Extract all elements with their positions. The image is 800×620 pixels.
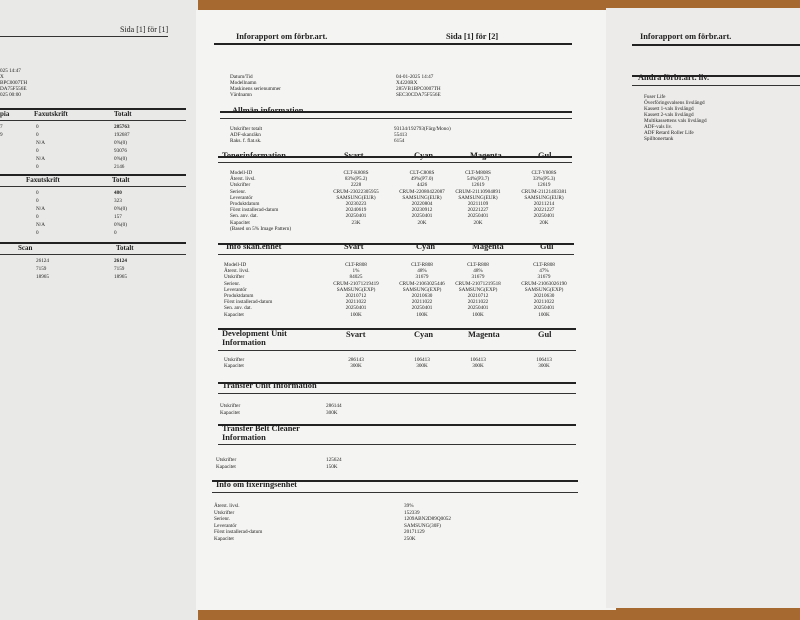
toner-cell: 20250401: [533, 213, 555, 220]
toner-cell: 20230223: [345, 201, 367, 207]
right-section-title: Andra förbr.art. liv.: [638, 73, 710, 82]
scan-cell: CRUM-21063026190: [521, 280, 567, 287]
report-page-number: Sida [1] för [2]: [446, 32, 499, 41]
fuser-value: 250K: [404, 535, 416, 542]
general-value: 6154: [394, 138, 405, 144]
left-table2-col-c: Totalt: [112, 176, 130, 184]
toner-cell: 83%(P5.2): [344, 176, 368, 183]
left-table-cell: 26124: [36, 258, 49, 264]
left-table1-col-b: Faxutskrift: [34, 110, 68, 118]
meta-label: Maskinens serienummer: [230, 86, 281, 92]
left-table2-col-b: Faxutskrift: [26, 176, 60, 184]
development-cell: 300K: [350, 363, 362, 370]
scan-cell: 48%: [473, 268, 483, 275]
belt-label: Kapacitet: [216, 463, 236, 470]
toner-cell: 12619: [537, 182, 551, 189]
toner-cell: CRUM-22080422087: [399, 188, 445, 195]
scan-cell: CRUM-21063025446: [399, 280, 445, 287]
scan-row-label: Återst. livsl.: [224, 268, 250, 275]
fuser-rule2: [212, 492, 578, 493]
fuser-value: 39%: [404, 503, 414, 509]
scan-row-label: Modell-ID: [224, 262, 247, 268]
toner-row-label: Kapacitet: [230, 219, 250, 226]
toner-cell: 20250401: [467, 213, 489, 220]
left-table-cell: N/A: [36, 156, 45, 162]
report-title: Inforapport om förbr.art.: [236, 32, 328, 41]
toner-cell: 20K: [473, 219, 483, 226]
left-table-cell: 0: [36, 164, 39, 170]
left-table-cell: 285763: [114, 124, 130, 130]
toner-row-label: Produktdatum: [230, 201, 260, 207]
scan-cell: 48%: [417, 268, 427, 275]
scan-row-label: Serienr.: [224, 280, 240, 287]
meta-label: Modellnamn: [230, 80, 257, 86]
development-row-label: Kapacitet: [224, 363, 244, 370]
toner-row-label: Modell-ID: [230, 170, 253, 176]
toner-cell: CRUM-21121403381: [521, 188, 567, 195]
development-cell: 106413: [470, 357, 486, 363]
left-table3-col-b: Scan: [18, 244, 33, 252]
development-row-label: Utskrifter: [224, 357, 245, 363]
belt-section-title-2: Information: [222, 433, 266, 442]
right-report-sheet: [606, 8, 800, 608]
toner-row-label: Serienr.: [230, 188, 246, 195]
scan-cell: 20250401: [345, 305, 367, 312]
scan-cell: 20250401: [467, 305, 489, 312]
toner-cell: SAMSUNG(EUR): [402, 194, 442, 201]
scan-row-label: Produktdatum: [224, 293, 254, 299]
toner-cell: 20250401: [411, 213, 433, 220]
meta-value: X4220RX: [396, 80, 418, 86]
scan-cell: SAMSUNG(EXP): [402, 286, 442, 293]
meta-value: 285VB1BPC0007TH: [396, 86, 441, 92]
belt-section-title-1: Transfer Belt Cleaner: [222, 424, 300, 433]
left-table-cell: 0: [36, 214, 39, 220]
transfer-value: 300K: [326, 409, 338, 416]
belt-value: 125624: [326, 457, 342, 463]
toner-cell: 54%(P3.7): [466, 176, 490, 183]
toner-row-label: Utskrifter: [230, 182, 251, 189]
dev-col-yellow: Gul: [538, 330, 552, 339]
left-table-cell: 0: [36, 132, 39, 138]
scan-cell: 20250401: [411, 305, 433, 312]
left-info-row: 025 00:00: [0, 92, 21, 98]
scan-row-label: Utskrifter: [224, 274, 245, 281]
left-table-cell: 192687: [114, 132, 130, 138]
toner-cell: CLT-C808S: [409, 170, 435, 176]
left-table-cell: N/A: [36, 140, 45, 146]
scan-cell: 84025: [349, 274, 363, 281]
toner-col-black: Svart: [344, 151, 364, 160]
scan-cell: 100K: [538, 311, 550, 318]
toner-cell: 20230912: [411, 207, 433, 214]
toner-row-label: Återst. livsl.: [230, 176, 256, 183]
meta-value: 04-01-2025 14:47: [396, 74, 434, 80]
development-cell: 300K: [472, 363, 484, 370]
toner-cell: 20221227: [467, 207, 489, 214]
scan-cell: 20211022: [533, 299, 555, 306]
left-table-cell: 18965: [114, 274, 127, 280]
right-list-item: Fuser Life: [644, 94, 666, 100]
scan-cell: SAMSUNG(EXP): [524, 286, 564, 293]
right-list-item: Kassett 1-vals livslängd: [644, 106, 694, 112]
scan-rule2: [218, 254, 574, 255]
title-rule: [214, 43, 572, 45]
left-info-row: BPC0007TH: [0, 80, 28, 86]
scan-cell: SAMSUNG(EXP): [336, 286, 376, 293]
left-table-cell: 0: [36, 124, 39, 130]
toner-cell: CRUM-23022305955: [333, 188, 379, 195]
left-table1-rule2: [0, 120, 186, 121]
scan-cell: 31679: [537, 274, 551, 281]
scan-cell: 20210712: [345, 293, 367, 299]
fuser-value: SAMSUNG(30F): [404, 522, 441, 529]
fuser-label: Återst. livsl.: [214, 503, 240, 509]
toner-cell: 23K: [351, 219, 361, 226]
toner-cell: 33%(P5.3): [532, 176, 556, 183]
left-table-cell: 7159: [114, 266, 125, 272]
fuser-value: 1209ABN2D89Q0052: [404, 516, 451, 522]
dev-section-title-2: Information: [222, 338, 266, 347]
scan-row-label: Kapacitet: [224, 311, 244, 318]
toner-row-label: Sen. anv. dat.: [230, 213, 258, 220]
scan-row-label: Först installerad-datum: [224, 299, 273, 306]
left-info-row: DA75F556E: [0, 86, 27, 92]
center-report-sheet: [196, 10, 616, 610]
right-list-item: Multikassettens vals livslängd: [644, 118, 707, 124]
left-table-cell: 0: [36, 148, 39, 154]
toner-cell: SAMSUNG(EUR): [336, 194, 376, 201]
left-table-cell: 157: [114, 214, 122, 220]
scan-cell: 31679: [471, 274, 485, 281]
general-value: 55413: [394, 132, 407, 138]
left-table-cell: 93076: [114, 148, 127, 154]
scan-col-yellow: Gul: [540, 242, 554, 251]
right-list-item: ADF-vals liv.: [644, 124, 673, 130]
toner-col-yellow: Gul: [538, 151, 552, 160]
toner-section-title: Tonerinformation: [222, 151, 286, 160]
toner-col-cyan: Cyan: [414, 151, 434, 160]
fuser-value: 152339: [404, 509, 420, 516]
scan-section-title: Info skan.enhet: [226, 242, 282, 251]
left-table-cell: 0: [36, 198, 39, 204]
right-list-item: Överföringsvalsens livslängd: [644, 100, 705, 106]
dev-col-black: Svart: [346, 330, 366, 339]
left-table-cell: 323: [114, 198, 122, 204]
scan-cell: CRUM-21071219518: [455, 280, 501, 287]
left-table-cell: 7159: [36, 266, 47, 272]
fuser-label: Först installerad-datum: [214, 529, 263, 535]
scan-cell: CLT-R808: [411, 262, 433, 268]
left-table-cell: 480: [114, 190, 122, 196]
left-table-cell: N/A: [36, 222, 45, 228]
fuser-label: Kapacitet: [214, 535, 234, 542]
transfer-rule2: [218, 393, 576, 394]
right-list-item: Kassett 2-vals livslängd: [644, 112, 694, 118]
meta-label: Datum/Tid: [230, 74, 253, 80]
fuser-label: Utskrifter: [214, 509, 235, 516]
left-info-row: X: [0, 74, 4, 80]
left-table-cell: 0: [36, 230, 39, 236]
scan-col-cyan: Cyan: [416, 242, 436, 251]
fuser-label: Serienr.: [214, 516, 230, 522]
toner-cell: SAMSUNG(EUR): [524, 194, 564, 201]
toner-col-magenta: Magenta: [470, 151, 502, 160]
development-cell: 300K: [416, 363, 428, 370]
toner-cell: 20240619: [345, 207, 367, 214]
belt-label: Utskrifter: [216, 457, 237, 463]
general-rule2: [220, 118, 572, 119]
scan-row-label: Sen. anv. dat.: [224, 305, 252, 312]
toner-cell: 4426: [416, 182, 428, 189]
scan-cell: 20211022: [467, 299, 489, 306]
toner-row-label: Leverantör: [230, 194, 253, 201]
left-table-cell: 0: [114, 230, 117, 236]
general-value: 93134/192793(Färg/Mono): [394, 126, 451, 132]
left-table-cell: 7: [0, 124, 3, 130]
scan-cell: 20250401: [533, 305, 555, 312]
fuser-label: Leverantör: [214, 522, 237, 529]
right-title-rule: [632, 44, 800, 46]
left-table1-col-c: Totalt: [114, 110, 132, 118]
toner-row-label: (Based on 5% Image Pattern): [230, 225, 292, 232]
meta-value: SEC30CDA75F556E: [396, 92, 441, 98]
toner-cell: 20K: [539, 219, 549, 226]
scan-cell: 20210630: [533, 293, 555, 299]
transfer-value: 286144: [326, 403, 342, 409]
toner-cell: 20220804: [411, 201, 433, 207]
toner-cell: CLT-K808S: [343, 170, 369, 176]
right-report-title: Inforapport om förbr.art.: [640, 32, 732, 41]
toner-cell: 49%(P7.0): [410, 176, 434, 183]
dev-col-cyan: Cyan: [414, 330, 434, 339]
toner-cell: CRUM-21110904891: [455, 188, 501, 195]
toner-cell: 20221227: [533, 207, 555, 214]
transfer-label: Kapacitet: [220, 409, 240, 416]
left-table-cell: 0%(0): [114, 156, 127, 162]
toner-cell: 2228: [350, 182, 362, 189]
toner-row-label: Först installerad-datum: [230, 207, 279, 214]
scan-cell: 100K: [350, 311, 362, 318]
left-header-rule: [0, 36, 168, 37]
toner-cell: 12619: [471, 182, 485, 189]
toner-cell: 20211214: [533, 201, 555, 207]
left-table-cell: 0: [36, 190, 39, 196]
scan-cell: 1%: [352, 268, 360, 275]
toner-cell: 20211109: [467, 201, 489, 207]
left-table2-rule2: [0, 186, 186, 187]
scan-col-magenta: Magenta: [472, 242, 504, 251]
scan-cell: 47%: [539, 268, 549, 275]
toner-cell: CLT-M808S: [465, 170, 491, 176]
fuser-value: 20171129: [404, 529, 425, 535]
scan-cell: CRUM-21071219419: [333, 280, 379, 287]
left-table-cell: 18965: [36, 274, 49, 280]
toner-cell: 20K: [417, 219, 427, 226]
general-label: Raks. f. flat.sk.: [230, 138, 262, 144]
right-section-rule2: [632, 85, 800, 86]
scan-cell: 20210630: [411, 293, 433, 299]
dev-col-magenta: Magenta: [468, 330, 500, 339]
scan-cell: SAMSUNG(EXP): [458, 286, 498, 293]
scan-col-black: Svart: [344, 242, 364, 251]
scan-cell: 20210712: [467, 293, 489, 299]
general-label: ADF-skanräkn: [230, 132, 261, 138]
right-list-item: Spilltonertank: [644, 136, 674, 142]
left-info-row: 025 14:47: [0, 68, 21, 74]
left-table-cell: 0%(0): [114, 206, 127, 212]
dev-section-title-1: Development Unit: [222, 329, 287, 338]
left-table-cell: 9: [0, 132, 3, 138]
transfer-label: Utskrifter: [220, 403, 241, 409]
toner-cell: SAMSUNG(EUR): [458, 194, 498, 201]
development-cell: 106413: [414, 357, 430, 363]
left-table-cell: 26124: [114, 258, 127, 264]
toner-cell: 20250401: [345, 213, 367, 220]
scan-row-label: Leverantör: [224, 286, 247, 293]
left-table3-col-c: Totalt: [116, 244, 134, 252]
left-report-sheet: [0, 0, 198, 620]
meta-label: Värdnamn: [230, 92, 252, 98]
scan-cell: 20211022: [345, 299, 367, 306]
development-cell: 286143: [348, 357, 364, 363]
left-page-number: Sida [1] för [1]: [120, 25, 169, 34]
scan-cell: 31679: [415, 274, 429, 281]
left-table1-rule: [0, 108, 186, 110]
scan-cell: 20211022: [411, 299, 433, 306]
general-section-title: Allmän information: [232, 106, 304, 115]
scan-cell: CLT-R808: [533, 262, 555, 268]
belt-rule2: [218, 444, 576, 445]
scan-cell: 100K: [416, 311, 428, 318]
left-table-cell: 0%(0): [114, 222, 127, 228]
left-table-cell: 0%(0): [114, 140, 127, 146]
toner-cell: CLT-Y808S: [531, 170, 557, 176]
fuser-section-title: Info om fixeringsenhet: [216, 480, 297, 489]
scan-cell: CLT-R808: [467, 262, 489, 268]
toner-rule2: [218, 162, 572, 163]
development-cell: 106413: [536, 357, 552, 363]
transfer-section-title: Transfer Unit Information: [222, 381, 317, 390]
left-table1-col-a: pia: [0, 110, 10, 118]
right-list-item: ADF Retard Roller Life: [644, 130, 694, 136]
left-table-cell: N/A: [36, 206, 45, 212]
left-table3-rule2: [0, 254, 186, 255]
development-cell: 300K: [538, 363, 550, 370]
scan-cell: CLT-R808: [345, 262, 367, 268]
dev-rule2: [218, 350, 576, 351]
scan-cell: 100K: [472, 311, 484, 318]
general-label: Utskrifter totalt: [230, 126, 263, 132]
belt-value: 150K: [326, 463, 338, 470]
left-table-cell: 2146: [114, 164, 125, 170]
